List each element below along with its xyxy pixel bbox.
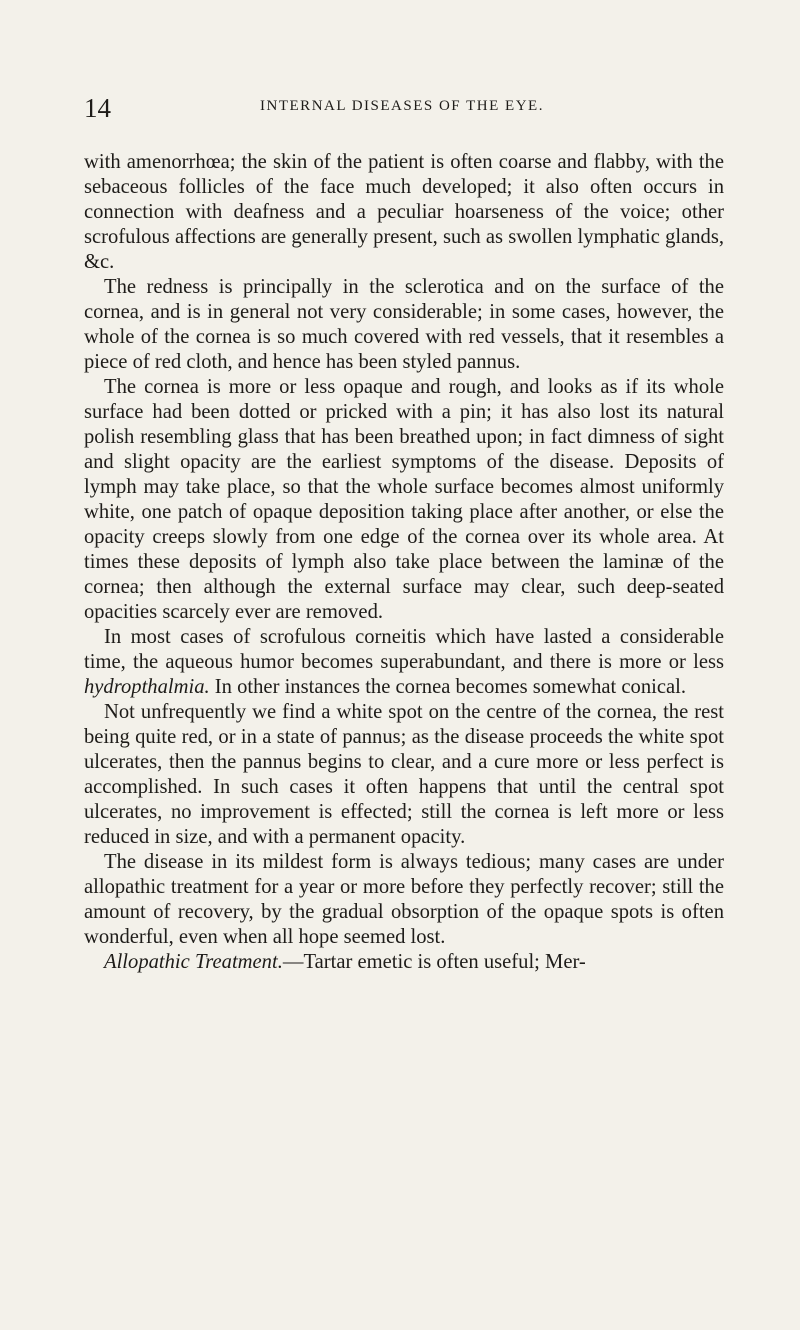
- body-text: [84, 150, 724, 975]
- paragraph: with amenorrhœa; the skin of the patient is often coarse and flabby, with the sebaceous follicles of the face much developed; it also often occurs in connection with deafness and a peculiar hoarseness of the voice; other scrofulous affections are generally present, such as swollen lymphatic glands, &c.: [84, 151, 724, 273]
- paragraph: The redness is principally in the sclerotica and on the surface of the cornea, and is in general not very considerable; in some cases, however, the whole of the cornea is so much covered with red vessels, that it resembles a piece of red cloth, and hence has been styled pannus.: [84, 276, 724, 373]
- paragraph: [84, 950, 724, 975]
- running-head: INTERNAL DISEASES OF THE EYE.: [260, 98, 544, 114]
- section-heading: Allopathic Treatment.: [104, 951, 283, 973]
- paragraph: Not unfrequently we find a white spot on the centre of the cornea, the rest being quite red, or in a state of pannus; as the disease proceeds the white spot ulcerates, then the pannus begins to clear, and a cure more or less perfect is accomplished. In such cases it often happens that until the central spot ulcerates, no improvement is effected; still the cornea is left more or less reduced in size, and with a permanent opacity.: [84, 701, 724, 848]
- paragraph-text: In most cases of scrofulous corneitis which have lasted a considerable time, the aqueous humor becomes superabundant, and there is more or less: [84, 626, 724, 673]
- paragraph-text: —Tartar emetic is often useful; Mer-: [282, 951, 586, 973]
- page-number: 14: [84, 93, 111, 123]
- italic-term: hydropthalmia.: [84, 676, 210, 698]
- paragraph: The disease in its mildest form is always tedious; many cases are under allopathic treatment for a year or more before they perfectly recover; still the amount of recovery, by the gradual obsorption of the opaque spots is often wonderful, even when all hope seemed lost.: [84, 851, 724, 948]
- paragraph-text: In other instances the cornea becomes somewhat conical.: [209, 676, 686, 698]
- paragraph: The cornea is more or less opaque and rough, and looks as if its whole surface had been dotted or pricked with a pin; it has also lost its natural polish resembling glass that has been breathed upon; in fact dimness of sight and slight opacity are the earliest symptoms of the disease. Deposits of lymph may take place, so that the whole surface becomes almost uniformly white, one patch of opaque deposition taking place after another, or else the opacity creeps slowly from one edge of the cornea over its whole area. At times these deposits of lymph also take place between the laminæ of the cornea; then although the external surface may clear, such deep-seated opacities scarcely ever are removed.: [84, 376, 724, 623]
- page-header: [84, 93, 720, 123]
- paragraph: [84, 625, 724, 700]
